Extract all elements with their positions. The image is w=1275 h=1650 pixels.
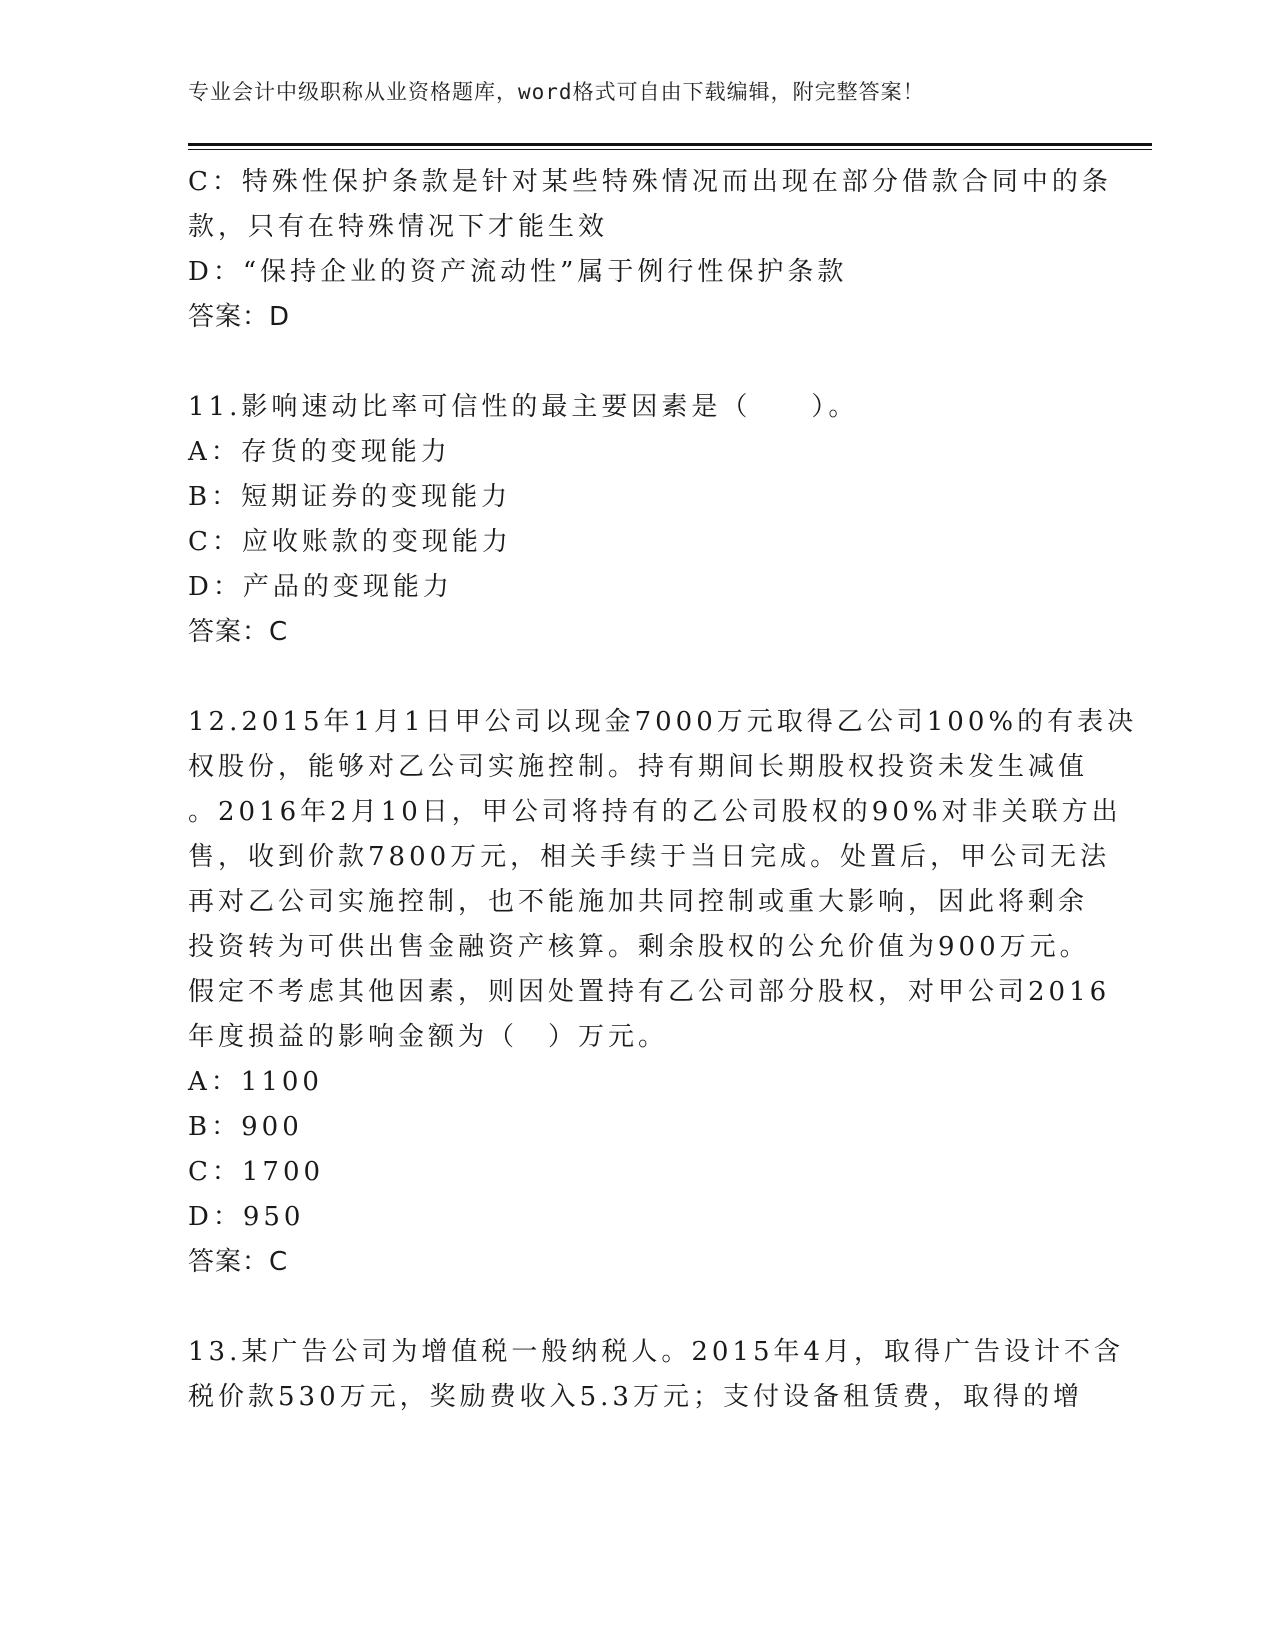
answer-line: 答案：C bbox=[188, 617, 289, 647]
header-rule-thin bbox=[188, 149, 1152, 150]
question-stem: 12.2015年1月1日甲公司以现金7000万元取得乙公司100%的有表决 bbox=[188, 707, 1138, 737]
question-13 bbox=[188, 1330, 1125, 1420]
header-rule-thick bbox=[188, 143, 1152, 146]
spacer bbox=[188, 655, 1088, 700]
question-stem: 再对乙公司实施控制，也不能施加共同控制或重大影响，因此将剩余 bbox=[188, 887, 1089, 917]
option-line: 款，只有在特殊情况下才能生效 bbox=[188, 212, 609, 242]
option-line: B：短期证券的变现能力 bbox=[188, 482, 512, 512]
answer-line: 答案：D bbox=[188, 302, 291, 332]
question-stem: 投资转为可供出售金融资产核算。剩余股权的公允价值为900万元。 bbox=[188, 932, 1090, 962]
spacer bbox=[188, 1285, 1088, 1330]
option-line: A：存货的变现能力 bbox=[188, 437, 451, 467]
question-stem: 税价款530万元，奖励费收入5.3万元；支付设备租赁费，取得的增 bbox=[188, 1382, 1083, 1412]
option-line: D：950 bbox=[188, 1202, 305, 1232]
option-line: C：特殊性保护条款是针对某些特殊情况而出现在部分借款合同中的条 bbox=[188, 167, 1112, 197]
question-stem: 。2016年2月10日，甲公司将持有的乙公司股权的90%对非关联方出 bbox=[188, 797, 1122, 827]
question-stem: 售，收到价款7800万元，相关手续于当日完成。处置后，甲公司无法 bbox=[188, 842, 1111, 872]
question-stem: 11.影响速动比率可信性的最主要因素是（ ）。 bbox=[188, 392, 859, 422]
question-10-tail bbox=[188, 160, 1112, 340]
question-content bbox=[188, 160, 1138, 1420]
option-line: D：产品的变现能力 bbox=[188, 572, 453, 602]
option-line: D：“保持企业的资产流动性”属于例行性保护条款 bbox=[188, 257, 848, 287]
question-11 bbox=[188, 385, 1088, 655]
spacer bbox=[188, 340, 1088, 385]
question-12 bbox=[188, 700, 1138, 1285]
page-header: 专业会计中级职称从业资格题库，word格式可自由下载编辑，附完整答案！ bbox=[188, 80, 925, 104]
option-line: C：应收账款的变现能力 bbox=[188, 527, 512, 557]
answer-line: 答案：C bbox=[188, 1247, 289, 1277]
option-line: B：900 bbox=[188, 1112, 303, 1142]
question-stem: 假定不考虑其他因素，则因处置持有乙公司部分股权，对甲公司2016 bbox=[188, 977, 1111, 1007]
question-stem: 权股份，能够对乙公司实施控制。持有期间长期股权投资未发生减值 bbox=[188, 752, 1089, 782]
option-line: C：1700 bbox=[188, 1157, 325, 1187]
question-stem: 13.某广告公司为增值税一般纳税人。2015年4月，取得广告设计不含 bbox=[188, 1337, 1125, 1367]
question-stem: 年度损益的影响金额为（ ）万元。 bbox=[188, 1022, 669, 1052]
option-line: A：1100 bbox=[188, 1067, 323, 1097]
